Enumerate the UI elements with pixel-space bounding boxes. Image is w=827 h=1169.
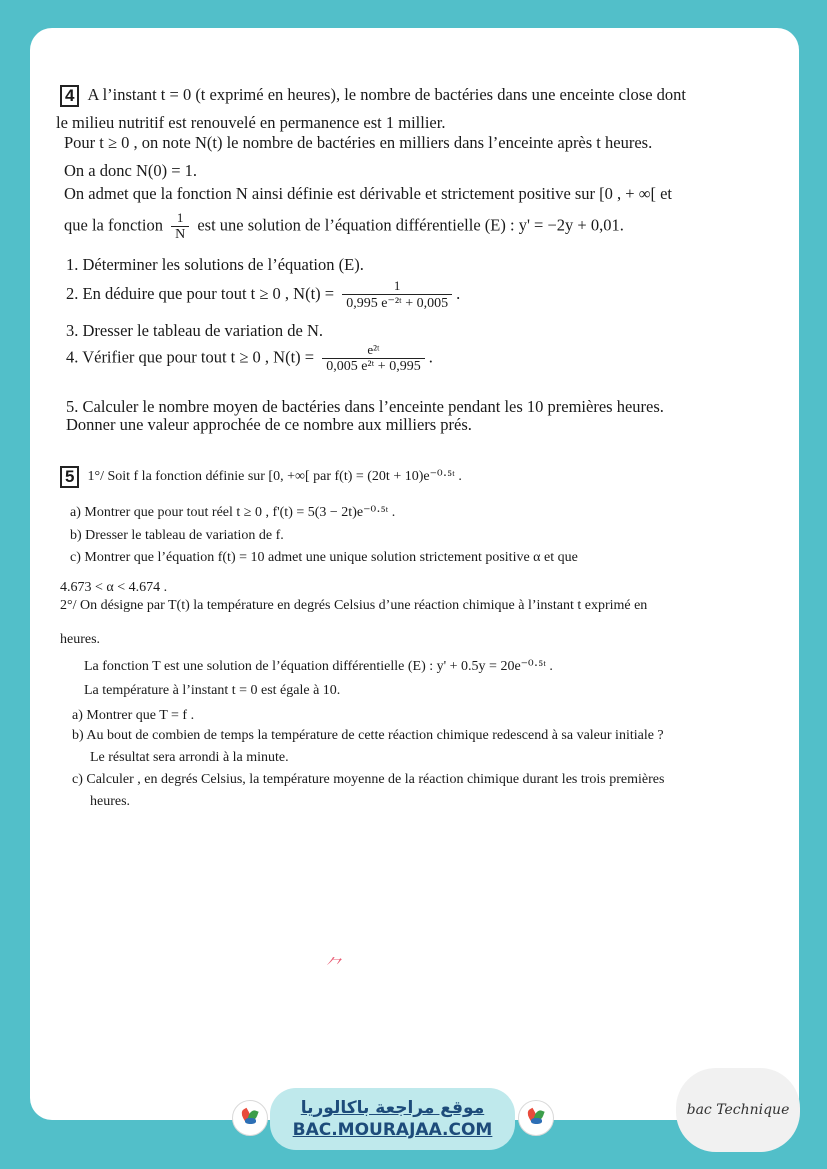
ex4-question-5b: Donner une valeur approchée de ce nombre aux milliers prés.	[66, 415, 472, 434]
footer-link[interactable]	[270, 1088, 515, 1150]
fraction-n-of-t-alt: $\frac{\text{e²ᵗ}}{\text{0,005 e²ᵗ + 0,995}}$	[322, 342, 425, 375]
ex5-part2: 2°/ On désigne par T(t) la température en degrés Celsius d’une réaction chimique à l’instant t exprimé en	[60, 598, 648, 613]
ex4-line-2: le milieu nutritif est renouvelé en permanence est 1 millier.	[56, 113, 446, 132]
ex4-number-box: 4	[60, 85, 79, 107]
exam-content	[30, 28, 799, 1120]
ex5-b2-cont: Le résultat sera arrondi à la minute.	[90, 750, 289, 765]
right-logo-icon	[518, 1100, 554, 1136]
ex5-a2: a) Montrer que T = f .	[72, 708, 195, 723]
ex4-line-5: On admet que la fonction N ainsi définie est dérivable et strictement positive sur [0 , + ∞[ et	[64, 184, 673, 203]
ex4-line-4: On a donc N(0) = 1.	[64, 161, 198, 180]
ex5-b: b) Dresser le tableau de variation de f.	[70, 528, 284, 543]
ex5-initial: La température à l’instant t = 0 est égale à 10.	[84, 683, 341, 698]
ex4-line-3: Pour t ≥ 0 , on note N(t) le nombre de bactéries en milliers dans l’enceinte après t heures.	[64, 133, 653, 152]
ex5-a: a) Montrer que pour tout réel t ≥ 0 , f'(t) = 5(3 − 2t)e⁻⁰·⁵ᵗ .	[70, 505, 396, 520]
ex4-line-1: 4 A l’instant t = 0 (t exprimé en heures), le nombre de bactéries dans une enceinte close dont	[60, 85, 686, 107]
document-page	[30, 28, 799, 1120]
ex4-question-2: 2. En déduire que pour tout t ≥ 0 , N(t) = $\frac{1}{\text{0,995 e⁻²ᵗ + 0,005}}$ .	[66, 278, 461, 311]
ex4-question-1: 1. Déterminer les solutions de l’équation (E).	[66, 255, 364, 274]
fraction-one-over-n: $\frac{1}{N}$	[171, 210, 189, 243]
footer-arabic-title[interactable]: موقع مراجعة باكالوريا	[300, 1098, 485, 1118]
ex5-c3-cont: heures.	[90, 794, 131, 809]
ex5-number-box: 5	[60, 466, 79, 488]
ex5-c-bounds: 4.673 < α < 4.674 .	[60, 580, 168, 595]
ex4-question-3: 3. Dresser le tableau de variation de N.	[66, 321, 324, 340]
fraction-n-of-t: $\frac{1}{\text{0,995 e⁻²ᵗ + 0,005}}$	[342, 278, 452, 312]
footer-url[interactable]: BAC.MOURAJAA.COM	[292, 1120, 493, 1140]
ex5-diff-eq: La fonction T est une solution de l’équation différentielle (E) : y' + 0.5y = 20e⁻⁰·⁵ᵗ .	[84, 659, 553, 674]
handwritten-mark-icon: ⺈	[326, 956, 344, 976]
ex4-question-4: 4. Vérifier que pour tout t ≥ 0 , N(t) = $\frac{\text{e²ᵗ}}{\text{0,005 e²ᵗ + 0,995}}$ .	[66, 342, 433, 374]
ex5-part2-cont: heures.	[60, 632, 101, 647]
left-logo-icon	[232, 1100, 268, 1136]
ex5-line-1: 5 1°/ Soit f la fonction définie sur [0, +∞[ par f(t) = (20t + 10)e⁻⁰·⁵ᵗ .	[60, 466, 462, 488]
ex4-question-5a: 5. Calculer le nombre moyen de bactéries dans l’enceinte pendant les 10 premières heures.	[66, 397, 664, 416]
ex5-c: c) Montrer que l’équation f(t) = 10 admet une unique solution strictement positive α et que	[70, 550, 578, 565]
ex5-c3: c) Calculer , en degrés Celsius, la température moyenne de la réaction chimique durant les trois premières	[72, 772, 665, 787]
bac-technique-badge: bac Technique	[676, 1068, 800, 1152]
ex4-line-6: que la fonction $\frac{1}{N}$ est une solution de l’équation différentielle (E) : y' = −2y + 0,01.	[64, 210, 624, 242]
ex5-b2: b) Au bout de combien de temps la température de cette réaction chimique redescend à sa valeur initiale ?	[72, 728, 664, 743]
